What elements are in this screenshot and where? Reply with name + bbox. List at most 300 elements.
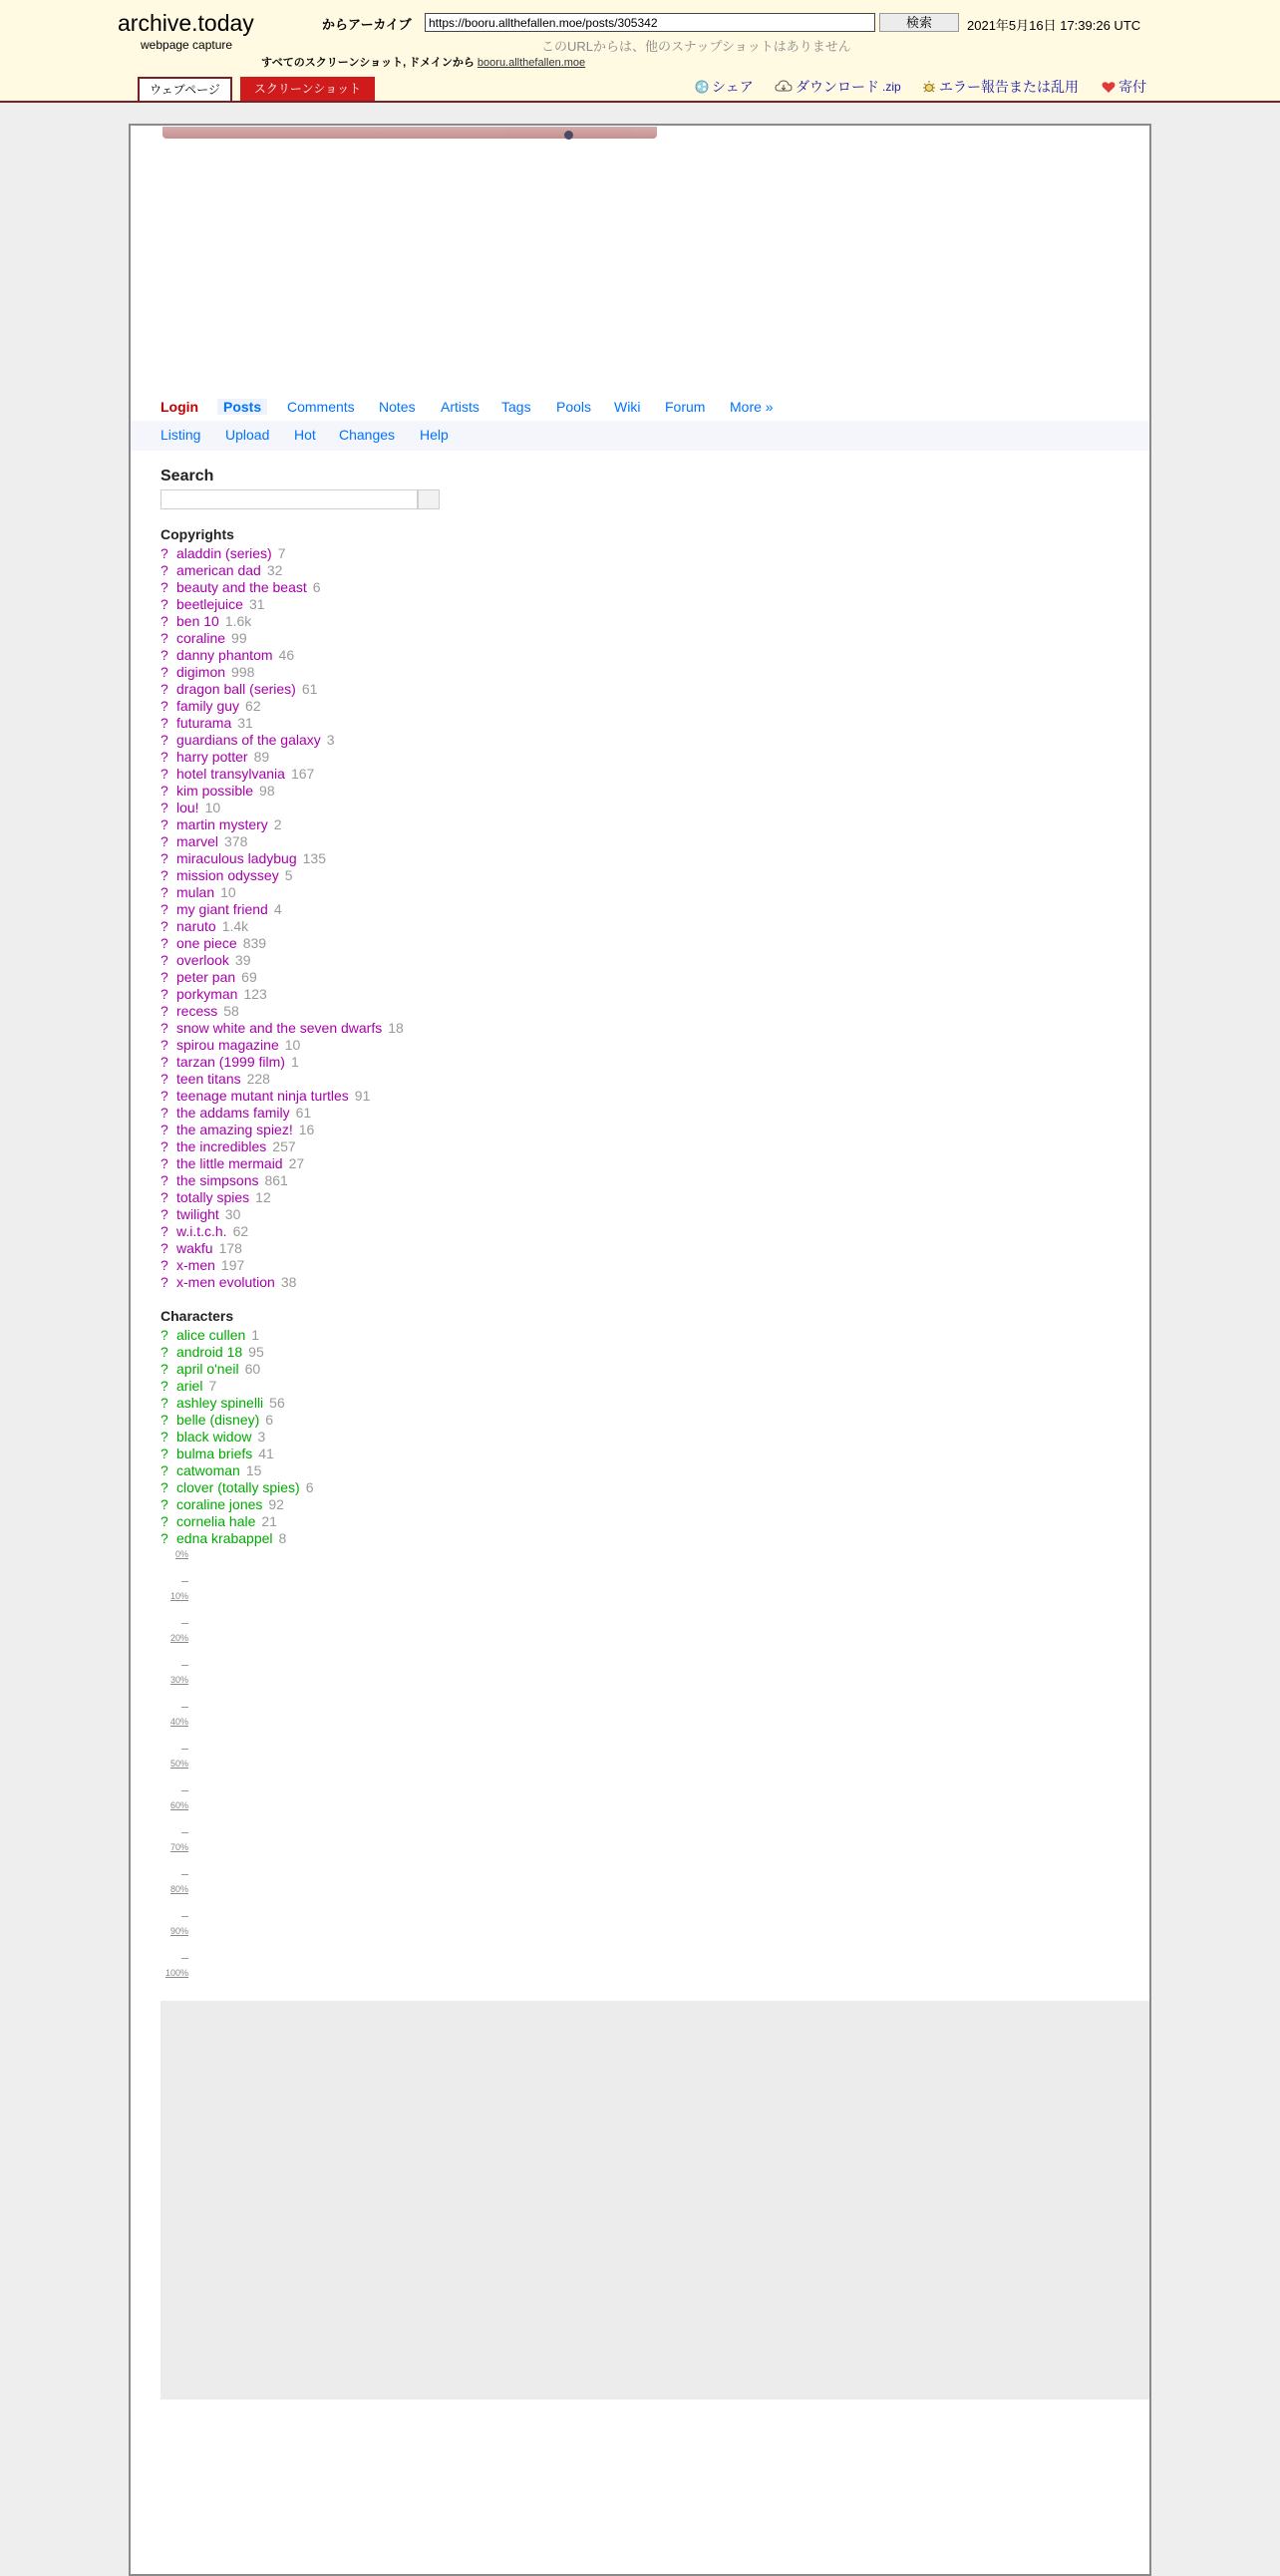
tag-row [160, 833, 247, 850]
tag-name-link[interactable]: april o'neil [176, 1361, 239, 1377]
tag-post-count: 5 [284, 867, 293, 883]
all-screenshots-domain-link[interactable]: booru.allthefallen.moe [477, 57, 586, 69]
tag-row [160, 1223, 248, 1240]
tag-wiki-link[interactable]: ? [160, 1479, 168, 1495]
ruler-percent-label[interactable]: 80% [169, 1884, 188, 1894]
tag-wiki-link[interactable]: ? [160, 732, 168, 748]
ruler-tick [181, 1874, 188, 1875]
nav-notes[interactable]: Notes [379, 399, 416, 415]
ruler-tick [181, 1623, 188, 1624]
subnav-bar [131, 421, 1149, 451]
tag-row [160, 766, 314, 783]
tag-row [160, 1429, 265, 1446]
tag-post-count: 178 [218, 1240, 242, 1256]
download-ext: .zip [882, 80, 901, 94]
tag-name-link[interactable]: one piece [176, 935, 237, 951]
tag-post-count: 10 [284, 1037, 301, 1053]
tag-row [160, 1327, 259, 1344]
tag-name-link[interactable]: hotel transylvania [176, 766, 285, 782]
tag-post-count: 1.4k [221, 918, 249, 934]
characters-heading: Characters [160, 1308, 234, 1324]
tag-row [160, 1530, 286, 1547]
tag-post-count: 60 [244, 1361, 261, 1377]
tag-post-count: 10 [220, 884, 236, 900]
tag-post-count: 62 [232, 1223, 249, 1239]
tag-wiki-link[interactable]: ? [160, 1105, 168, 1121]
tag-post-count: 32 [266, 562, 283, 578]
archive-search-button[interactable]: 検索 [879, 13, 959, 32]
tag-wiki-link[interactable]: ? [160, 1172, 168, 1188]
tag-wiki-link[interactable]: ? [160, 1071, 168, 1087]
tag-wiki-link[interactable]: ? [160, 613, 168, 629]
tag-name-link[interactable]: x-men evolution [176, 1274, 275, 1290]
tag-wiki-link[interactable]: ? [160, 1257, 168, 1273]
tag-row [160, 1274, 296, 1291]
nav-artists[interactable]: Artists [441, 399, 480, 415]
tag-row [160, 783, 275, 800]
tag-post-count: 61 [295, 1105, 312, 1121]
tag-row [160, 1172, 288, 1189]
tag-post-count: 839 [242, 935, 267, 951]
all-screenshots-line [261, 54, 585, 70]
tag-post-count: 123 [243, 986, 267, 1002]
tag-search-input[interactable] [160, 489, 418, 509]
tag-name-link[interactable]: twilight [176, 1206, 219, 1222]
tag-wiki-link[interactable]: ? [160, 1378, 168, 1394]
tag-row [160, 1003, 239, 1020]
tag-row [160, 749, 269, 766]
tag-row [160, 1155, 304, 1172]
tag-row [160, 596, 265, 613]
tag-post-count: 15 [245, 1462, 262, 1478]
ruler-percent-label[interactable]: 0% [174, 1549, 188, 1559]
tag-name-link[interactable]: catwoman [176, 1462, 240, 1478]
download-label: ダウンロード [796, 79, 879, 95]
content-placeholder [160, 2001, 1149, 2400]
tag-row [160, 1105, 311, 1122]
tag-post-count: 7 [277, 545, 286, 561]
tag-wiki-link[interactable]: ? [160, 867, 168, 883]
tag-row [160, 1122, 314, 1138]
tag-post-count: 4 [273, 901, 282, 917]
tag-name-link[interactable]: aladdin (series) [176, 545, 272, 561]
tag-row [160, 664, 254, 681]
archive-from-label: からアーカイブ [322, 17, 412, 32]
tag-wiki-link[interactable]: ? [160, 1446, 168, 1461]
tag-row [160, 1257, 244, 1274]
report-action[interactable] [922, 77, 1079, 97]
ruler-tick [181, 1790, 188, 1791]
tag-post-count: 228 [246, 1071, 270, 1087]
tag-post-count: 58 [223, 1003, 239, 1019]
tag-name-link[interactable]: x-men [176, 1257, 215, 1273]
tag-post-count: 8 [278, 1530, 287, 1546]
tag-row [160, 1088, 370, 1105]
tag-name-link[interactable]: my giant friend [176, 901, 268, 917]
tag-name-link[interactable]: coraline [176, 630, 226, 646]
ruler-percent-label[interactable]: 70% [169, 1842, 188, 1852]
tag-wiki-link[interactable]: ? [160, 1189, 168, 1205]
tag-wiki-link[interactable]: ? [160, 1020, 168, 1036]
ruler-percent-label[interactable]: 100% [164, 1968, 188, 1978]
tag-row [160, 562, 282, 579]
tag-wiki-link[interactable]: ? [160, 596, 168, 612]
tag-wiki-link[interactable]: ? [160, 935, 168, 951]
all-screenshots-prefix: すべてのスクリーンショット, ドメインから [261, 57, 475, 69]
tag-row [160, 901, 282, 918]
archive-logo-subtitle: webpage capture [141, 38, 233, 52]
site-banner [162, 127, 657, 139]
archive-header [0, 0, 1280, 103]
tag-name-link[interactable]: futurama [176, 715, 232, 731]
tag-name-link[interactable]: teenage mutant ninja turtles [176, 1088, 349, 1104]
tag-wiki-link[interactable]: ? [160, 1395, 168, 1411]
captured-page-frame [129, 124, 1151, 2576]
tag-wiki-link[interactable]: ? [160, 1429, 168, 1445]
tag-wiki-link[interactable]: ? [160, 749, 168, 765]
tag-post-count: 31 [237, 715, 253, 731]
ruler-tick [181, 1665, 188, 1666]
archive-date: 2021年5月16日 17:39:26 UTC [967, 18, 1141, 33]
tag-row [160, 986, 267, 1003]
tag-post-count: 3 [326, 732, 335, 748]
tag-row [160, 800, 220, 816]
bug-icon [922, 80, 936, 94]
ruler-percent-label[interactable]: 20% [169, 1633, 188, 1643]
tag-name-link[interactable]: the little mermaid [176, 1155, 283, 1171]
tag-post-count: 257 [272, 1138, 296, 1154]
ruler-percent-label[interactable]: 10% [169, 1591, 188, 1601]
tag-name-link[interactable]: beauty and the beast [176, 579, 307, 595]
tag-row [160, 698, 261, 715]
tag-wiki-link[interactable]: ? [160, 816, 168, 832]
tag-post-count: 167 [290, 766, 315, 782]
tag-row [160, 1496, 284, 1513]
tag-wiki-link[interactable]: ? [160, 1361, 168, 1377]
tag-post-count: 1 [290, 1054, 299, 1070]
tag-row [160, 918, 248, 935]
subnav-changes[interactable]: Changes [339, 427, 396, 443]
tag-name-link[interactable]: clover (totally spies) [176, 1479, 300, 1495]
tag-name-link[interactable]: beetlejuice [176, 596, 243, 612]
tag-wiki-link[interactable]: ? [160, 1274, 168, 1290]
tag-wiki-link[interactable]: ? [160, 1513, 168, 1529]
tag-name-link[interactable]: cornelia hale [176, 1513, 256, 1529]
no-snapshots-text: このURLからは、他のスナップショットはありません [541, 39, 851, 54]
tag-row [160, 850, 326, 867]
tag-name-link[interactable]: the simpsons [176, 1172, 259, 1188]
tag-post-count: 31 [248, 596, 265, 612]
tag-name-link[interactable]: ariel [176, 1378, 203, 1394]
tag-post-count: 38 [280, 1274, 297, 1290]
tab-webpage[interactable]: ウェブページ [138, 77, 232, 101]
subnav-hot[interactable]: Hot [294, 427, 316, 443]
tag-name-link[interactable]: porkyman [176, 986, 238, 1002]
tag-wiki-link[interactable]: ? [160, 579, 168, 595]
tag-name-link[interactable]: overlook [176, 952, 229, 968]
tag-post-count: 3 [257, 1429, 266, 1445]
tag-search-button[interactable] [418, 489, 440, 509]
tag-wiki-link[interactable]: ? [160, 1344, 168, 1360]
ruler-tick [181, 1916, 188, 1917]
tag-post-count: 2 [273, 816, 282, 832]
tag-post-count: 99 [231, 630, 247, 646]
banner-figure [564, 131, 573, 140]
tag-name-link[interactable]: american dad [176, 562, 261, 578]
tag-row [160, 867, 293, 884]
tag-row [160, 579, 321, 596]
tag-post-count: 197 [220, 1257, 245, 1273]
tag-post-count: 18 [388, 1020, 404, 1036]
tag-wiki-link[interactable]: ? [160, 783, 168, 799]
copyrights-heading: Copyrights [160, 526, 234, 542]
tag-wiki-link[interactable]: ? [160, 1003, 168, 1019]
donate-action[interactable] [1102, 77, 1146, 97]
tag-post-count: 998 [231, 664, 255, 680]
tag-post-count: 39 [234, 952, 251, 968]
tag-name-link[interactable]: alice cullen [176, 1327, 246, 1343]
search-heading: Search [160, 468, 214, 484]
tag-wiki-link[interactable]: ? [160, 1122, 168, 1137]
nav-posts[interactable]: Posts [217, 399, 267, 415]
tag-post-count: 1 [251, 1327, 260, 1343]
tag-name-link[interactable]: dragon ball (series) [176, 681, 296, 697]
tag-wiki-link[interactable]: ? [160, 918, 168, 934]
tag-wiki-link[interactable]: ? [160, 850, 168, 866]
ruler-tick [181, 1707, 188, 1708]
tag-row [160, 1361, 260, 1378]
tag-name-link[interactable]: recess [176, 1003, 218, 1019]
tag-post-count: 92 [268, 1496, 284, 1512]
tag-name-link[interactable]: the incredibles [176, 1138, 267, 1154]
tag-name-link[interactable]: mulan [176, 884, 215, 900]
tag-post-count: 89 [253, 749, 270, 765]
tag-wiki-link[interactable]: ? [160, 952, 168, 968]
tag-name-link[interactable]: the addams family [176, 1105, 290, 1121]
tag-name-link[interactable]: kim possible [176, 783, 254, 799]
tag-row [160, 1412, 273, 1429]
nav-tags[interactable]: Tags [501, 399, 531, 415]
tag-name-link[interactable]: family guy [176, 698, 240, 714]
tag-wiki-link[interactable]: ? [160, 1223, 168, 1239]
tag-wiki-link[interactable]: ? [160, 664, 168, 680]
ruler-tick [181, 1958, 188, 1959]
tag-wiki-link[interactable]: ? [160, 1412, 168, 1428]
tag-name-link[interactable]: naruto [176, 918, 216, 934]
tag-name-link[interactable]: w.i.t.c.h. [176, 1223, 227, 1239]
nav-comments[interactable]: Comments [287, 399, 355, 415]
tag-name-link[interactable]: android 18 [176, 1344, 243, 1360]
tag-name-link[interactable]: ben 10 [176, 613, 219, 629]
tag-row [160, 1138, 296, 1155]
tag-wiki-link[interactable]: ? [160, 1037, 168, 1053]
nav-forum[interactable]: Forum [665, 399, 706, 415]
tag-row [160, 1395, 285, 1412]
tag-wiki-link[interactable]: ? [160, 800, 168, 815]
tag-name-link[interactable]: spirou magazine [176, 1037, 279, 1053]
tag-post-count: 12 [255, 1189, 271, 1205]
tag-name-link[interactable]: coraline jones [176, 1496, 263, 1512]
tag-post-count: 7 [208, 1378, 217, 1394]
tag-wiki-link[interactable]: ? [160, 901, 168, 917]
tag-name-link[interactable]: harry potter [176, 749, 248, 765]
tag-wiki-link[interactable]: ? [160, 986, 168, 1002]
tag-wiki-link[interactable]: ? [160, 1496, 168, 1512]
cloud-download-icon [775, 80, 793, 94]
heart-icon [1102, 81, 1116, 94]
tag-name-link[interactable]: bulma briefs [176, 1446, 253, 1461]
tag-wiki-link[interactable]: ? [160, 969, 168, 985]
tag-name-link[interactable]: snow white and the seven dwarfs [176, 1020, 383, 1036]
tag-wiki-link[interactable]: ? [160, 630, 168, 646]
tag-wiki-link[interactable]: ? [160, 1462, 168, 1478]
ruler-tick [181, 1832, 188, 1833]
report-label: エラー報告または乱用 [939, 79, 1079, 95]
tag-name-link[interactable]: mission odyssey [176, 867, 279, 883]
nav-login[interactable]: Login [160, 399, 199, 415]
tag-wiki-link[interactable]: ? [160, 1240, 168, 1256]
tag-post-count: 41 [258, 1446, 274, 1461]
nav-wiki[interactable]: Wiki [614, 399, 641, 415]
tag-name-link[interactable]: wakfu [176, 1240, 213, 1256]
tag-name-link[interactable]: tarzan (1999 film) [176, 1054, 285, 1070]
share-action[interactable] [695, 77, 754, 97]
tag-post-count: 91 [354, 1088, 371, 1104]
tag-row [160, 1479, 314, 1496]
tag-name-link[interactable]: digimon [176, 664, 226, 680]
nav-pools[interactable]: Pools [556, 399, 592, 415]
tag-post-count: 62 [245, 698, 261, 714]
ruler-percent-label[interactable]: 30% [169, 1675, 188, 1685]
tag-name-link[interactable]: martin mystery [176, 816, 268, 832]
tag-post-count: 61 [301, 681, 318, 697]
tag-row [160, 732, 335, 749]
tag-row [160, 1037, 300, 1054]
tag-wiki-link[interactable]: ? [160, 884, 168, 900]
subnav-help[interactable]: Help [420, 427, 449, 443]
tag-wiki-link[interactable]: ? [160, 562, 168, 578]
tag-post-count: 30 [224, 1206, 241, 1222]
nav-more[interactable]: More » [730, 399, 774, 415]
tag-post-count: 6 [312, 579, 321, 595]
tag-name-link[interactable]: the amazing spiez! [176, 1122, 293, 1137]
ruler-tick [181, 1749, 188, 1750]
subnav-upload[interactable]: Upload [225, 427, 270, 443]
tag-row [160, 1189, 271, 1206]
ruler-tick [181, 1581, 188, 1582]
share-icon [695, 80, 709, 94]
share-label: シェア [712, 79, 754, 95]
tag-name-link[interactable]: danny phantom [176, 647, 273, 663]
tag-wiki-link[interactable]: ? [160, 1054, 168, 1070]
tag-row [160, 1462, 261, 1479]
tag-wiki-link[interactable]: ? [160, 715, 168, 731]
ruler-percent-label[interactable]: 90% [169, 1926, 188, 1936]
tag-wiki-link[interactable]: ? [160, 647, 168, 663]
tag-row [160, 1446, 274, 1462]
tag-row [160, 1240, 242, 1257]
tag-wiki-link[interactable]: ? [160, 1138, 168, 1154]
tag-row [160, 935, 266, 952]
tag-row [160, 681, 317, 698]
tag-post-count: 46 [278, 647, 295, 663]
tag-row [160, 1054, 299, 1071]
tag-wiki-link[interactable]: ? [160, 1530, 168, 1546]
tag-row [160, 630, 247, 647]
ruler-percent-label[interactable]: 50% [169, 1759, 188, 1769]
tag-row [160, 647, 294, 664]
tag-row [160, 1513, 277, 1530]
ruler-percent-label[interactable]: 40% [169, 1717, 188, 1727]
tag-post-count: 95 [248, 1344, 264, 1360]
tag-name-link[interactable]: black widow [176, 1429, 252, 1445]
tag-row [160, 884, 236, 901]
tag-row [160, 1344, 264, 1361]
tag-wiki-link[interactable]: ? [160, 833, 168, 849]
tag-row [160, 1020, 404, 1037]
tag-post-count: 378 [224, 833, 248, 849]
tag-wiki-link[interactable]: ? [160, 1327, 168, 1343]
tag-post-count: 98 [259, 783, 275, 799]
tag-wiki-link[interactable]: ? [160, 698, 168, 714]
tag-post-count: 6 [305, 1479, 314, 1495]
tag-name-link[interactable]: guardians of the galaxy [176, 732, 321, 748]
tab-screenshot[interactable]: スクリーンショット [240, 77, 375, 101]
tag-name-link[interactable]: peter pan [176, 969, 236, 985]
tag-name-link[interactable]: lou! [176, 800, 199, 815]
tag-post-count: 27 [288, 1155, 305, 1171]
tag-wiki-link[interactable]: ? [160, 1155, 168, 1171]
tag-wiki-link[interactable]: ? [160, 766, 168, 782]
tag-row [160, 952, 251, 969]
tag-post-count: 6 [265, 1412, 274, 1428]
tag-post-count: 135 [302, 850, 326, 866]
archive-logo[interactable]: archive.today [118, 10, 254, 36]
tag-name-link[interactable]: ashley spinelli [176, 1395, 264, 1411]
tag-row [160, 545, 286, 562]
tag-post-count: 1.6k [224, 613, 252, 629]
tag-row [160, 1206, 240, 1223]
tag-wiki-link[interactable]: ? [160, 1206, 168, 1222]
tag-post-count: 10 [204, 800, 221, 815]
tag-name-link[interactable]: marvel [176, 833, 219, 849]
tag-row [160, 969, 257, 986]
tag-row [160, 816, 282, 833]
tag-post-count: 16 [298, 1122, 315, 1137]
tag-post-count: 21 [261, 1513, 277, 1529]
subnav-listing[interactable]: Listing [160, 427, 201, 443]
donate-label: 寄付 [1119, 79, 1146, 95]
tag-name-link[interactable]: totally spies [176, 1189, 250, 1205]
ruler-percent-label[interactable]: 60% [169, 1800, 188, 1810]
tag-row [160, 715, 253, 732]
tag-wiki-link[interactable]: ? [160, 1088, 168, 1104]
tag-name-link[interactable]: edna krabappel [176, 1530, 273, 1546]
tag-wiki-link[interactable]: ? [160, 681, 168, 697]
tag-row [160, 1378, 216, 1395]
tag-name-link[interactable]: belle (disney) [176, 1412, 260, 1428]
tag-row [160, 613, 251, 630]
tag-post-count: 861 [264, 1172, 288, 1188]
tag-name-link[interactable]: miraculous ladybug [176, 850, 297, 866]
tag-post-count: 56 [269, 1395, 285, 1411]
tag-row [160, 1071, 270, 1088]
tag-post-count: 69 [241, 969, 257, 985]
archive-url-input[interactable] [425, 13, 875, 32]
tag-wiki-link[interactable]: ? [160, 545, 168, 561]
tag-name-link[interactable]: teen titans [176, 1071, 241, 1087]
download-action[interactable] [775, 77, 901, 97]
